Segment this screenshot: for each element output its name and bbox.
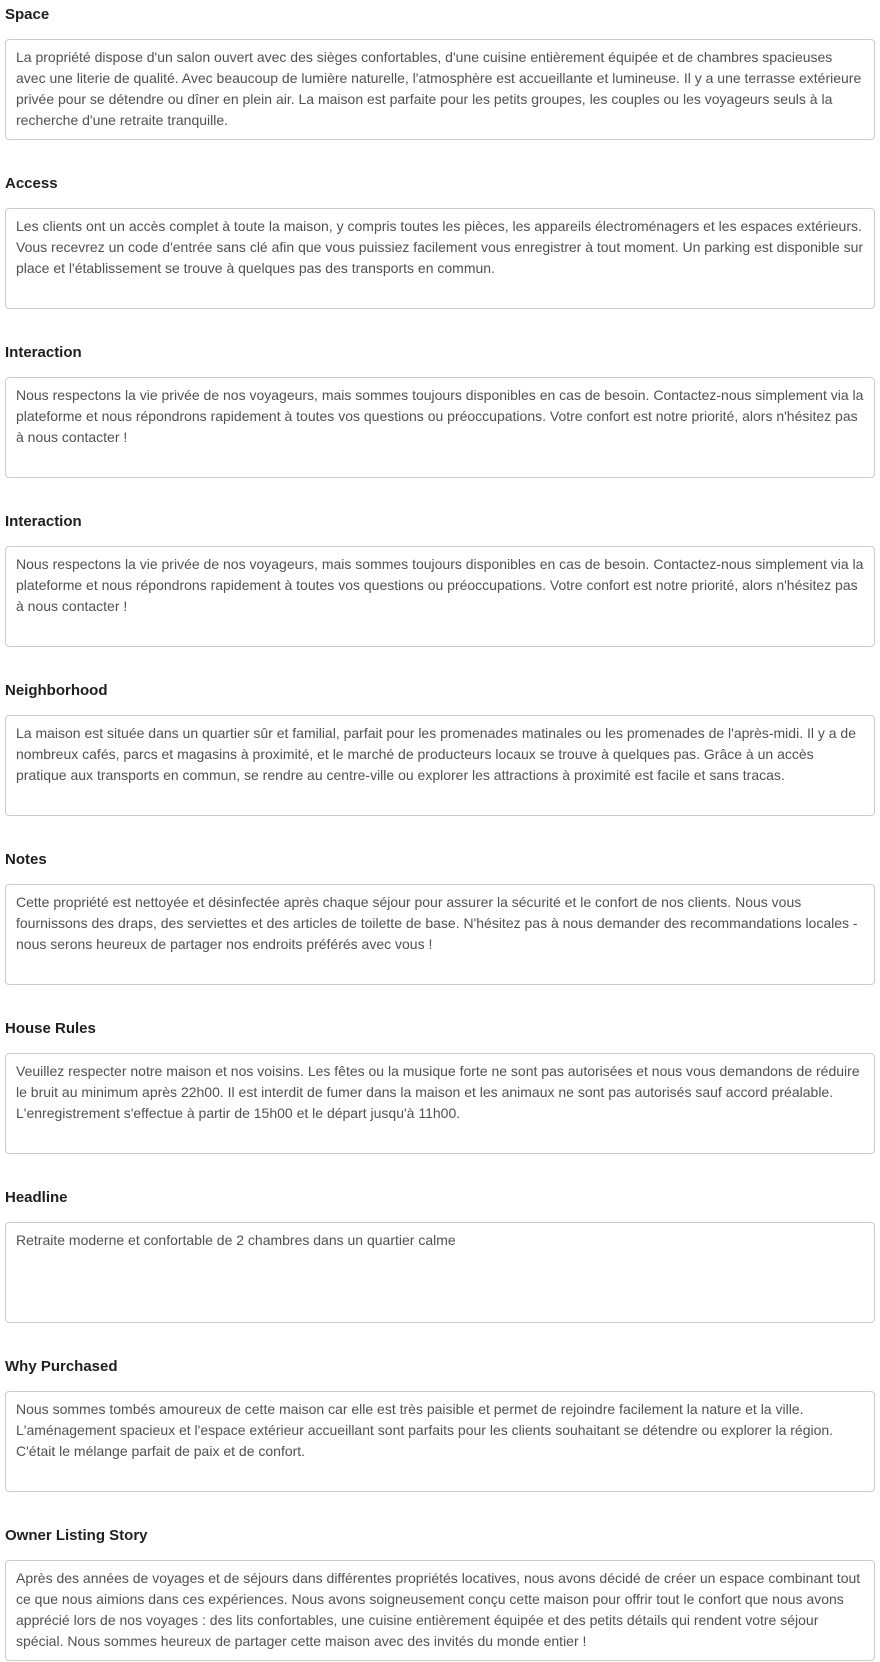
field-textarea-neighborhood[interactable]: La maison est située dans un quartier sûr et familial, parfait pour les promenades matinales ou les promenades de l'après-midi. Il y a de nombreux cafés, parcs et magasins à proximité, et le marché de producteurs locaux se trouve à quelques pas. Grâce à un accès pratique aux transports en commun, se rendre au centre-ville ou explorer les attractions à proximité est facile et sans tracas.	[5, 715, 875, 816]
field-label-headline: Headline	[5, 1189, 68, 1206]
field-textarea-headline[interactable]: Retraite moderne et confortable de 2 chambres dans un quartier calme	[5, 1222, 875, 1323]
field-label-interaction-1: Interaction	[5, 344, 82, 361]
field-section-house-rules	[5, 1019, 875, 1154]
field-textarea-owner-listing-story[interactable]: Après des années de voyages et de séjours dans différentes propriétés locatives, nous avons décidé de créer un espace combinant tout ce que nous aimions dans ces expériences. Nous avons soigneusement conçu cette maison pour offrir tout le confort que nous avons apprécié lors de nos voyages : des lits confortables, une cuisine entièrement équipée et des petits détails qui rendent votre séjour spécial. Nous sommes heureux de partager cette maison avec des invités du monde entier !	[5, 1560, 875, 1661]
field-textarea-interaction-2[interactable]: Nous respectons la vie privée de nos voyageurs, mais sommes toujours disponibles en cas de besoin. Contactez-nous simplement via la plateforme et nous répondrons rapidement à toutes vos questions ou préoccupations. Votre confort est notre priorité, alors n'hésitez pas à nous contacter !	[5, 546, 875, 647]
field-section-space	[5, 5, 875, 140]
field-section-why-purchased	[5, 1357, 875, 1492]
field-section-owner-listing-story	[5, 1526, 875, 1661]
field-section-access	[5, 174, 875, 309]
listing-form	[5, 5, 875, 1661]
field-textarea-interaction-1[interactable]: Nous respectons la vie privée de nos voyageurs, mais sommes toujours disponibles en cas de besoin. Contactez-nous simplement via la plateforme et nous répondrons rapidement à toutes vos questions ou préoccupations. Votre confort est notre priorité, alors n'hésitez pas à nous contacter !	[5, 377, 875, 478]
field-section-interaction-1	[5, 343, 875, 478]
field-label-house-rules: House Rules	[5, 1020, 96, 1037]
field-textarea-notes[interactable]: Cette propriété est nettoyée et désinfectée après chaque séjour pour assurer la sécurité et le confort de nos clients. Nous vous fournissons des draps, des serviettes et des articles de toilette de base. N'hésitez pas à nous demander des recommandations locales - nous serons heureux de partager nos endroits préférés avec vous !	[5, 884, 875, 985]
field-label-access: Access	[5, 175, 58, 192]
field-textarea-why-purchased[interactable]: Nous sommes tombés amoureux de cette maison car elle est très paisible et permet de rejoindre facilement la nature et la ville. L'aménagement spacieux et l'espace extérieur accueillant sont parfaits pour les clients souhaitant se détendre ou explorer la région. C'était le mélange parfait de paix et de confort.	[5, 1391, 875, 1492]
field-label-interaction-2: Interaction	[5, 513, 82, 530]
field-label-owner-listing-story: Owner Listing Story	[5, 1527, 148, 1544]
field-label-space: Space	[5, 6, 50, 23]
field-label-neighborhood: Neighborhood	[5, 682, 108, 699]
field-section-interaction-2	[5, 512, 875, 647]
field-textarea-space[interactable]: La propriété dispose d'un salon ouvert avec des sièges confortables, d'une cuisine entièrement équipée et de chambres spacieuses avec une literie de qualité. Avec beaucoup de lumière naturelle, l'atmosphère est accueillante et lumineuse. Il y a une terrasse extérieure privée pour se détendre ou dîner en plein air. La maison est parfaite pour les petits groupes, les couples ou les voyageurs seuls à la recherche d'une retraite tranquille.	[5, 39, 875, 140]
field-textarea-house-rules[interactable]: Veuillez respecter notre maison et nos voisins. Les fêtes ou la musique forte ne sont pas autorisées et nous vous demandons de réduire le bruit au minimum après 22h00. Il est interdit de fumer dans la maison et les animaux ne sont pas autorisés sauf accord préalable. L'enregistrement s'effectue à partir de 15h00 et le départ jusqu'à 11h00.	[5, 1053, 875, 1154]
field-section-neighborhood	[5, 681, 875, 816]
field-section-headline	[5, 1188, 875, 1323]
field-textarea-access[interactable]: Les clients ont un accès complet à toute la maison, y compris toutes les pièces, les appareils électroménagers et les espaces extérieurs. Vous recevrez un code d'entrée sans clé afin que vous puissiez facilement vous enregistrer à tout moment. Un parking est disponible sur place et l'établissement se trouve à quelques pas des transports en commun.	[5, 208, 875, 309]
field-label-why-purchased: Why Purchased	[5, 1358, 118, 1375]
field-section-notes	[5, 850, 875, 985]
field-label-notes: Notes	[5, 851, 47, 868]
